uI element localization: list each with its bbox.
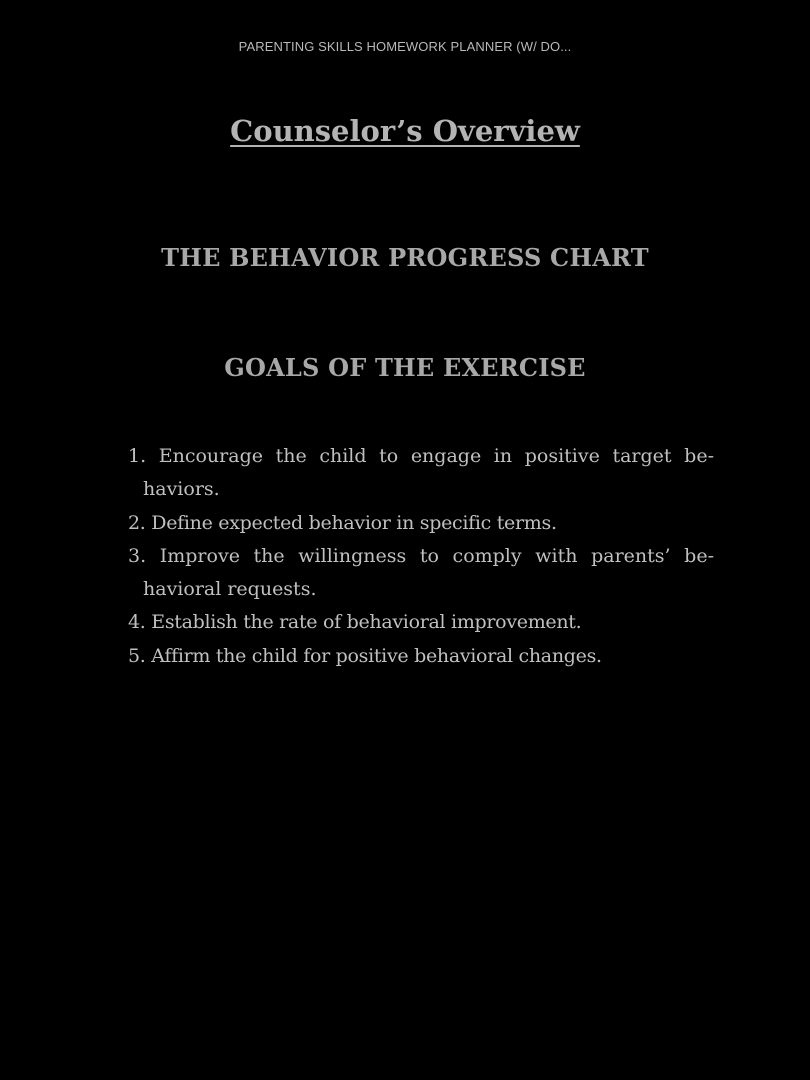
goal-item: 2. Define expected behavior in specific terms. — [128, 511, 557, 534]
goal-item: 1. Encourage the child to engage in positive target be-haviors. — [128, 445, 714, 501]
goal-item: 3. Improve the willingness to comply with parents’ be-havioral requests. — [128, 544, 714, 601]
goal-item: 5. Affirm the child for positive behavioral changes. — [128, 644, 602, 667]
goals-list — [128, 440, 714, 673]
exercise-title: THE BEHAVIOR PROGRESS CHART — [161, 243, 649, 272]
goal-item: 4. Establish the rate of behavioral improvement. — [128, 611, 582, 634]
counselor-overview-title: Counselor’s Overview — [230, 114, 580, 148]
book-title-header: PARENTING SKILLS HOMEWORK PLANNER (W/ DO... — [238, 39, 572, 54]
goals-heading: GOALS OF THE EXERCISE — [224, 353, 586, 382]
